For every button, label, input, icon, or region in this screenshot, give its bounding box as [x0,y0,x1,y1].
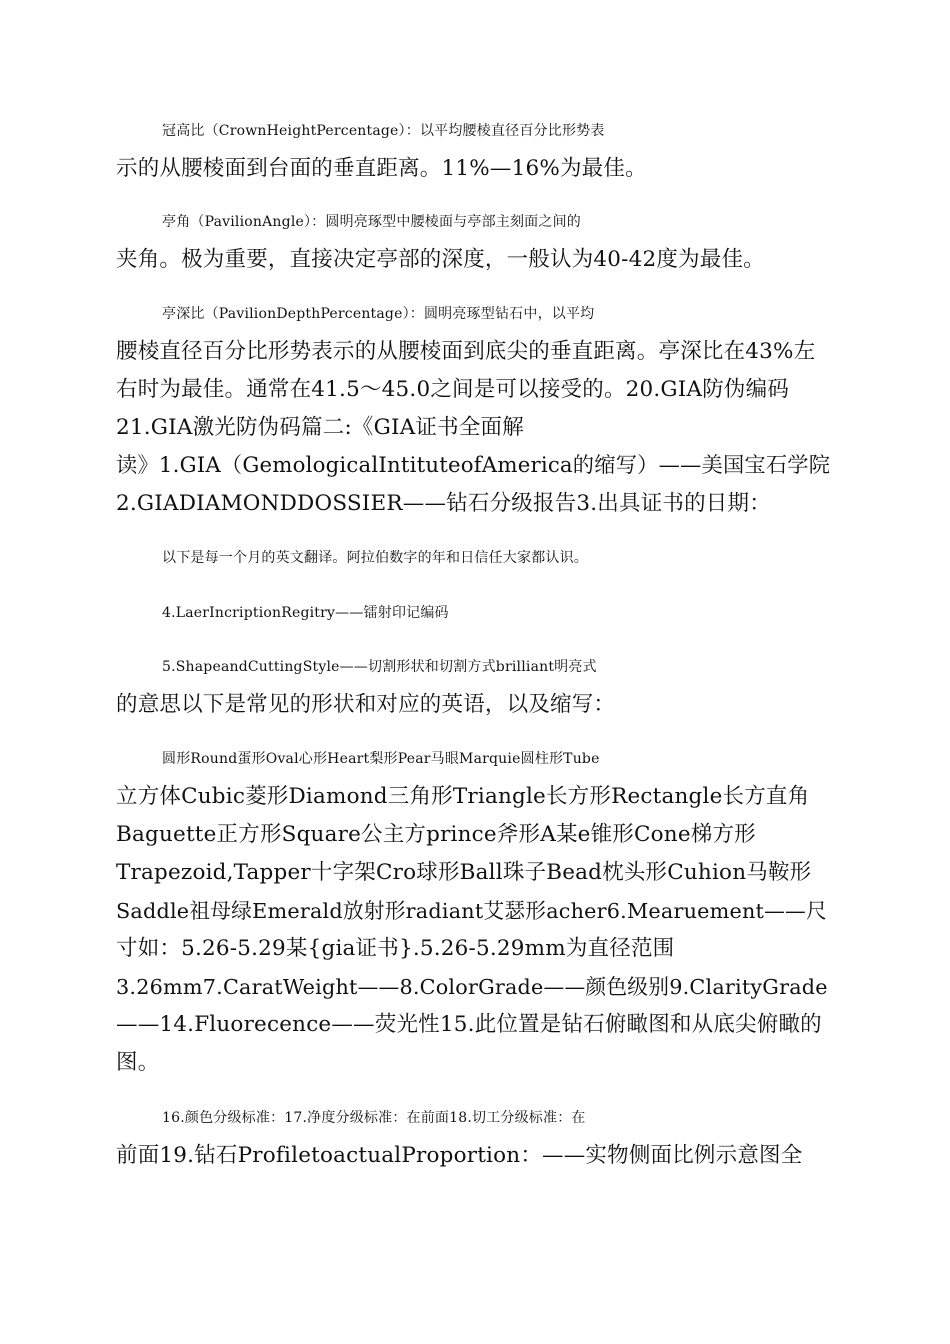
text-line: 亭角（PavilionAngle）：圆明亮琢型中腰棱面与亭部主刻面之间的 [162,214,581,230]
text-line: 21.GIA激光防伪码篇二:《GIA证书全面解 [116,415,524,440]
text-line: 右时为最佳。通常在41.5～45.0之间是可以接受的。20.GIA防伪编码 [116,377,790,402]
text-line: 冠高比（CrownHeightPercentage）：以平均腰棱直径百分比形势表 [162,123,605,139]
text-line: 亭深比（PavilionDepthPercentage）：圆明亮琢型钻石中，以平均 [162,306,595,322]
text-line: 立方体Cubic菱形Diamond三角形Triangle长方形Rectangle长方直角 [116,784,810,809]
text-line: 寸如：5.26-5.29某{gia证书}.5.26-5.29mm为直径范围 [116,936,675,961]
paragraph-crown-height [116,112,832,188]
paragraph-pavilion-depth [116,295,832,523]
text-line: Trapezoid,Tapper十字架Cro球形Ball珠子Bead枕头形Cuhion马鞍形 [116,860,812,885]
text-line: 示的从腰棱面到台面的垂直距离。11%—16%为最佳。 [116,156,647,181]
text-line: 读》1.GIA（GemologicalIntituteofAmerica的缩写）——美国宝石学院 [116,453,831,478]
text-line: 前面19.钻石ProfiletoactualProportion：——实物侧面比例示意图全 [116,1143,803,1168]
text-line: 夹角。极为重要，直接决定亭部的深度，一般认为40-42度为最佳。 [116,247,765,272]
text-line: 以下是每一个月的英文翻译。阿拉伯数字的年和日信任大家都认识。 [162,550,588,566]
text-line: 2.GIADIAMONDDOSSIER——钻石分级报告3.出具证书的日期： [116,491,771,516]
text-line: 5.ShapeandCuttingStyle——切割形状和切割方式brilliant明亮式 [162,659,597,675]
text-line: 的意思以下是常见的形状和对应的英语，以及缩写： [116,692,616,717]
text-line: Saddle祖母绿Emerald放射形radiant艾瑟形acher6.Mearuement——尺 [116,899,827,923]
paragraph-pavilion-angle [116,203,832,279]
text-line: 腰棱直径百分比形势表示的从腰棱面到底尖的垂直距离。亭深比在43%左 [116,339,816,364]
text-line: 3.26mm7.CaratWeight——8.ColorGrade——颜色级别9.ClarityGrade [116,975,828,999]
text-line: 16.颜色分级标准：17.净度分级标准：在前面18.切工分级标准：在 [162,1110,586,1126]
paragraph-grading-standards [116,1099,832,1175]
text-line: Baguette正方形Square公主方prince斧形A某e锥形Cone梯方形 [116,822,756,847]
paragraph-month-translation [116,539,832,577]
paragraph-shape-cutting [116,648,832,724]
text-line: 4.LaerIncriptionRegitry——镭射印记编码 [162,605,449,621]
text-line: ——14.Fluorecence——荧光性15.此位置是钻石俯瞰图和从底尖俯瞰的 [116,1012,822,1037]
text-line: 圆形Round蛋形Oval心形Heart梨形Pear马眼Marquie圆柱形Tube [162,751,600,767]
paragraph-laser-inscription [116,594,832,632]
paragraph-shape-list [116,740,832,1082]
text-line: 图。 [116,1050,160,1075]
